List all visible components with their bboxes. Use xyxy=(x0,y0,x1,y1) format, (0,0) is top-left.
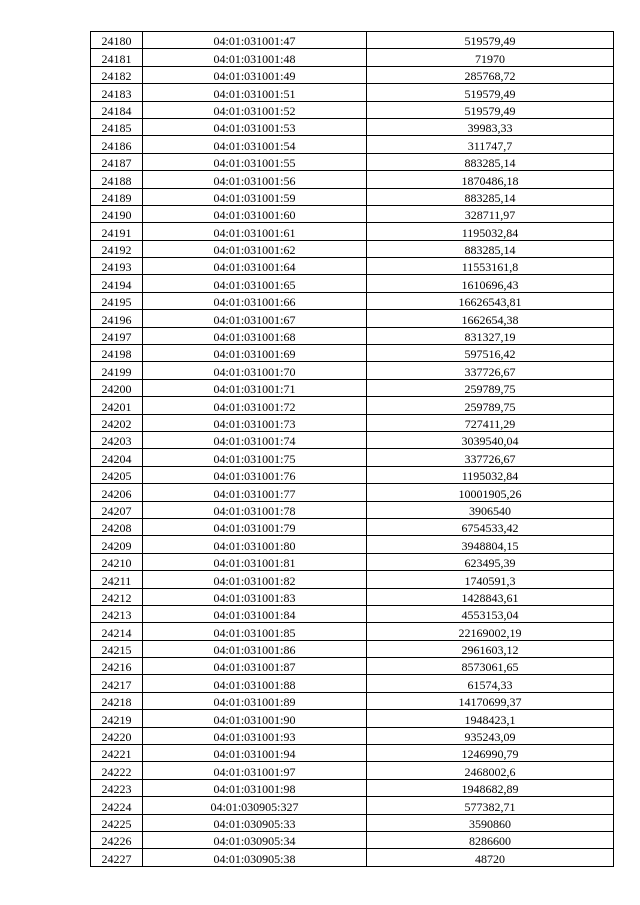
cadastral-value-cell: 259789,75 xyxy=(367,397,614,414)
cadastral-value-cell: 623495,39 xyxy=(367,553,614,570)
cadastral-number-cell: 04:01:031001:77 xyxy=(143,484,367,501)
table-row xyxy=(91,118,614,135)
table-row xyxy=(91,292,614,309)
table-row xyxy=(91,414,614,431)
cadastral-number-cell: 04:01:031001:86 xyxy=(143,640,367,657)
cadastral-number-cell: 04:01:031001:61 xyxy=(143,223,367,240)
cadastral-number-cell: 04:01:031001:78 xyxy=(143,501,367,518)
cadastral-number-cell: 04:01:031001:47 xyxy=(143,32,367,49)
cadastral-value-cell: 311747,7 xyxy=(367,136,614,153)
table-row xyxy=(91,814,614,831)
row-number-cell: 24209 xyxy=(91,536,143,553)
cadastral-number-cell: 04:01:031001:80 xyxy=(143,536,367,553)
cadastral-number-cell: 04:01:031001:81 xyxy=(143,553,367,570)
row-number-cell: 24224 xyxy=(91,797,143,814)
row-number-cell: 24191 xyxy=(91,223,143,240)
row-number-cell: 24194 xyxy=(91,275,143,292)
row-number-cell: 24180 xyxy=(91,32,143,49)
cadastral-value-table xyxy=(90,31,614,867)
cadastral-value-cell: 61574,33 xyxy=(367,675,614,692)
table-row xyxy=(91,171,614,188)
cadastral-value-cell: 337726,67 xyxy=(367,362,614,379)
cadastral-number-cell: 04:01:031001:54 xyxy=(143,136,367,153)
cadastral-number-cell: 04:01:031001:72 xyxy=(143,397,367,414)
cadastral-value-cell: 10001905,26 xyxy=(367,484,614,501)
cadastral-number-cell: 04:01:031001:66 xyxy=(143,292,367,309)
row-number-cell: 24199 xyxy=(91,362,143,379)
table-row xyxy=(91,675,614,692)
table-body xyxy=(91,32,614,867)
row-number-cell: 24182 xyxy=(91,66,143,83)
row-number-cell: 24189 xyxy=(91,188,143,205)
row-number-cell: 24186 xyxy=(91,136,143,153)
cadastral-number-cell: 04:01:031001:60 xyxy=(143,205,367,222)
cadastral-value-cell: 71970 xyxy=(367,49,614,66)
row-number-cell: 24227 xyxy=(91,849,143,866)
row-number-cell: 24222 xyxy=(91,762,143,779)
cadastral-number-cell: 04:01:031001:56 xyxy=(143,171,367,188)
row-number-cell: 24200 xyxy=(91,379,143,396)
row-number-cell: 24193 xyxy=(91,258,143,275)
table-row xyxy=(91,745,614,762)
cadastral-number-cell: 04:01:031001:85 xyxy=(143,623,367,640)
cadastral-number-cell: 04:01:031001:84 xyxy=(143,605,367,622)
table-row xyxy=(91,275,614,292)
cadastral-value-cell: 935243,09 xyxy=(367,727,614,744)
row-number-cell: 24195 xyxy=(91,292,143,309)
table-row xyxy=(91,32,614,49)
table-row xyxy=(91,397,614,414)
cadastral-number-cell: 04:01:031001:48 xyxy=(143,49,367,66)
cadastral-value-cell: 14170699,37 xyxy=(367,692,614,709)
table-row xyxy=(91,136,614,153)
cadastral-value-cell: 1740591,3 xyxy=(367,571,614,588)
cadastral-number-cell: 04:01:031001:71 xyxy=(143,379,367,396)
cadastral-number-cell: 04:01:031001:67 xyxy=(143,310,367,327)
cadastral-number-cell: 04:01:030905:34 xyxy=(143,831,367,848)
row-number-cell: 24211 xyxy=(91,571,143,588)
table-row xyxy=(91,431,614,448)
row-number-cell: 24185 xyxy=(91,118,143,135)
table-row xyxy=(91,188,614,205)
table-row xyxy=(91,101,614,118)
row-number-cell: 24205 xyxy=(91,466,143,483)
table-row xyxy=(91,762,614,779)
cadastral-value-cell: 2961603,12 xyxy=(367,640,614,657)
cadastral-number-cell: 04:01:030905:38 xyxy=(143,849,367,866)
cadastral-number-cell: 04:01:031001:90 xyxy=(143,710,367,727)
cadastral-number-cell: 04:01:031001:83 xyxy=(143,588,367,605)
cadastral-number-cell: 04:01:031001:79 xyxy=(143,518,367,535)
cadastral-value-cell: 727411,29 xyxy=(367,414,614,431)
cadastral-value-cell: 6754533,42 xyxy=(367,518,614,535)
cadastral-value-cell: 1428843,61 xyxy=(367,588,614,605)
table-row xyxy=(91,797,614,814)
row-number-cell: 24202 xyxy=(91,414,143,431)
row-number-cell: 24198 xyxy=(91,345,143,362)
cadastral-number-cell: 04:01:031001:65 xyxy=(143,275,367,292)
cadastral-value-cell: 519579,49 xyxy=(367,101,614,118)
row-number-cell: 24188 xyxy=(91,171,143,188)
cadastral-number-cell: 04:01:031001:68 xyxy=(143,327,367,344)
cadastral-value-cell: 577382,71 xyxy=(367,797,614,814)
row-number-cell: 24210 xyxy=(91,553,143,570)
cadastral-value-cell: 22169002,19 xyxy=(367,623,614,640)
cadastral-number-cell: 04:01:031001:52 xyxy=(143,101,367,118)
cadastral-value-cell: 1948682,89 xyxy=(367,779,614,796)
cadastral-value-cell: 1195032,84 xyxy=(367,223,614,240)
row-number-cell: 24217 xyxy=(91,675,143,692)
table-row xyxy=(91,727,614,744)
row-number-cell: 24192 xyxy=(91,240,143,257)
cadastral-number-cell: 04:01:031001:76 xyxy=(143,466,367,483)
cadastral-value-cell: 48720 xyxy=(367,849,614,866)
cadastral-value-cell: 2468002,6 xyxy=(367,762,614,779)
cadastral-value-cell: 1195032,84 xyxy=(367,466,614,483)
table-row xyxy=(91,449,614,466)
cadastral-value-cell: 16626543,81 xyxy=(367,292,614,309)
table-row xyxy=(91,605,614,622)
cadastral-value-cell: 519579,49 xyxy=(367,32,614,49)
cadastral-number-cell: 04:01:031001:64 xyxy=(143,258,367,275)
table-row xyxy=(91,588,614,605)
cadastral-value-cell: 519579,49 xyxy=(367,84,614,101)
table-row xyxy=(91,345,614,362)
cadastral-value-cell: 259789,75 xyxy=(367,379,614,396)
cadastral-value-cell: 883285,14 xyxy=(367,240,614,257)
row-number-cell: 24184 xyxy=(91,101,143,118)
cadastral-value-cell: 1246990,79 xyxy=(367,745,614,762)
cadastral-value-cell: 3039540,04 xyxy=(367,431,614,448)
row-number-cell: 24220 xyxy=(91,727,143,744)
row-number-cell: 24207 xyxy=(91,501,143,518)
row-number-cell: 24196 xyxy=(91,310,143,327)
cadastral-value-cell: 3590860 xyxy=(367,814,614,831)
cadastral-value-cell: 831327,19 xyxy=(367,327,614,344)
table-row xyxy=(91,658,614,675)
row-number-cell: 24187 xyxy=(91,153,143,170)
cadastral-number-cell: 04:01:031001:69 xyxy=(143,345,367,362)
table-row xyxy=(91,710,614,727)
table-row xyxy=(91,831,614,848)
cadastral-number-cell: 04:01:031001:93 xyxy=(143,727,367,744)
table-row xyxy=(91,849,614,866)
cadastral-number-cell: 04:01:031001:87 xyxy=(143,658,367,675)
row-number-cell: 24204 xyxy=(91,449,143,466)
cadastral-number-cell: 04:01:031001:59 xyxy=(143,188,367,205)
cadastral-value-cell: 883285,14 xyxy=(367,188,614,205)
cadastral-value-cell: 4553153,04 xyxy=(367,605,614,622)
row-number-cell: 24219 xyxy=(91,710,143,727)
cadastral-number-cell: 04:01:031001:73 xyxy=(143,414,367,431)
table-row xyxy=(91,571,614,588)
cadastral-value-cell: 328711,97 xyxy=(367,205,614,222)
cadastral-number-cell: 04:01:031001:74 xyxy=(143,431,367,448)
row-number-cell: 24216 xyxy=(91,658,143,675)
cadastral-number-cell: 04:01:031001:51 xyxy=(143,84,367,101)
table-row xyxy=(91,240,614,257)
row-number-cell: 24218 xyxy=(91,692,143,709)
row-number-cell: 24226 xyxy=(91,831,143,848)
cadastral-value-cell: 1948423,1 xyxy=(367,710,614,727)
table-row xyxy=(91,501,614,518)
table-row xyxy=(91,153,614,170)
table-row xyxy=(91,640,614,657)
table-row xyxy=(91,779,614,796)
table-row xyxy=(91,310,614,327)
table-row xyxy=(91,205,614,222)
cadastral-value-cell: 1662654,38 xyxy=(367,310,614,327)
row-number-cell: 24201 xyxy=(91,397,143,414)
cadastral-number-cell: 04:01:031001:82 xyxy=(143,571,367,588)
cadastral-number-cell: 04:01:031001:98 xyxy=(143,779,367,796)
cadastral-value-cell: 11553161,8 xyxy=(367,258,614,275)
cadastral-number-cell: 04:01:031001:88 xyxy=(143,675,367,692)
cadastral-value-cell: 39983,33 xyxy=(367,118,614,135)
row-number-cell: 24206 xyxy=(91,484,143,501)
cadastral-value-cell: 883285,14 xyxy=(367,153,614,170)
cadastral-number-cell: 04:01:031001:49 xyxy=(143,66,367,83)
cadastral-value-cell: 1610696,43 xyxy=(367,275,614,292)
table-row xyxy=(91,327,614,344)
cadastral-value-cell: 285768,72 xyxy=(367,66,614,83)
cadastral-value-cell: 3906540 xyxy=(367,501,614,518)
cadastral-number-cell: 04:01:031001:97 xyxy=(143,762,367,779)
cadastral-value-cell: 8286600 xyxy=(367,831,614,848)
cadastral-number-cell: 04:01:031001:89 xyxy=(143,692,367,709)
row-number-cell: 24197 xyxy=(91,327,143,344)
row-number-cell: 24208 xyxy=(91,518,143,535)
table-row xyxy=(91,553,614,570)
cadastral-number-cell: 04:01:031001:75 xyxy=(143,449,367,466)
table-row xyxy=(91,362,614,379)
cadastral-number-cell: 04:01:031001:55 xyxy=(143,153,367,170)
row-number-cell: 24203 xyxy=(91,431,143,448)
row-number-cell: 24213 xyxy=(91,605,143,622)
table-row xyxy=(91,623,614,640)
table-row xyxy=(91,484,614,501)
row-number-cell: 24215 xyxy=(91,640,143,657)
cadastral-number-cell: 04:01:031001:53 xyxy=(143,118,367,135)
table-row xyxy=(91,66,614,83)
cadastral-number-cell: 04:01:030905:33 xyxy=(143,814,367,831)
row-number-cell: 24225 xyxy=(91,814,143,831)
row-number-cell: 24190 xyxy=(91,205,143,222)
cadastral-number-cell: 04:01:031001:62 xyxy=(143,240,367,257)
table-row xyxy=(91,258,614,275)
row-number-cell: 24181 xyxy=(91,49,143,66)
cadastral-value-cell: 1870486,18 xyxy=(367,171,614,188)
row-number-cell: 24221 xyxy=(91,745,143,762)
row-number-cell: 24214 xyxy=(91,623,143,640)
table-row xyxy=(91,466,614,483)
cadastral-value-cell: 337726,67 xyxy=(367,449,614,466)
cadastral-value-cell: 3948804,15 xyxy=(367,536,614,553)
row-number-cell: 24183 xyxy=(91,84,143,101)
cadastral-number-cell: 04:01:030905:327 xyxy=(143,797,367,814)
table-row xyxy=(91,518,614,535)
cadastral-value-cell: 597516,42 xyxy=(367,345,614,362)
cadastral-number-cell: 04:01:031001:94 xyxy=(143,745,367,762)
row-number-cell: 24212 xyxy=(91,588,143,605)
table-row xyxy=(91,84,614,101)
table-row xyxy=(91,223,614,240)
table-row xyxy=(91,49,614,66)
table-row xyxy=(91,692,614,709)
table-row xyxy=(91,379,614,396)
table-row xyxy=(91,536,614,553)
cadastral-value-cell: 8573061,65 xyxy=(367,658,614,675)
cadastral-number-cell: 04:01:031001:70 xyxy=(143,362,367,379)
row-number-cell: 24223 xyxy=(91,779,143,796)
